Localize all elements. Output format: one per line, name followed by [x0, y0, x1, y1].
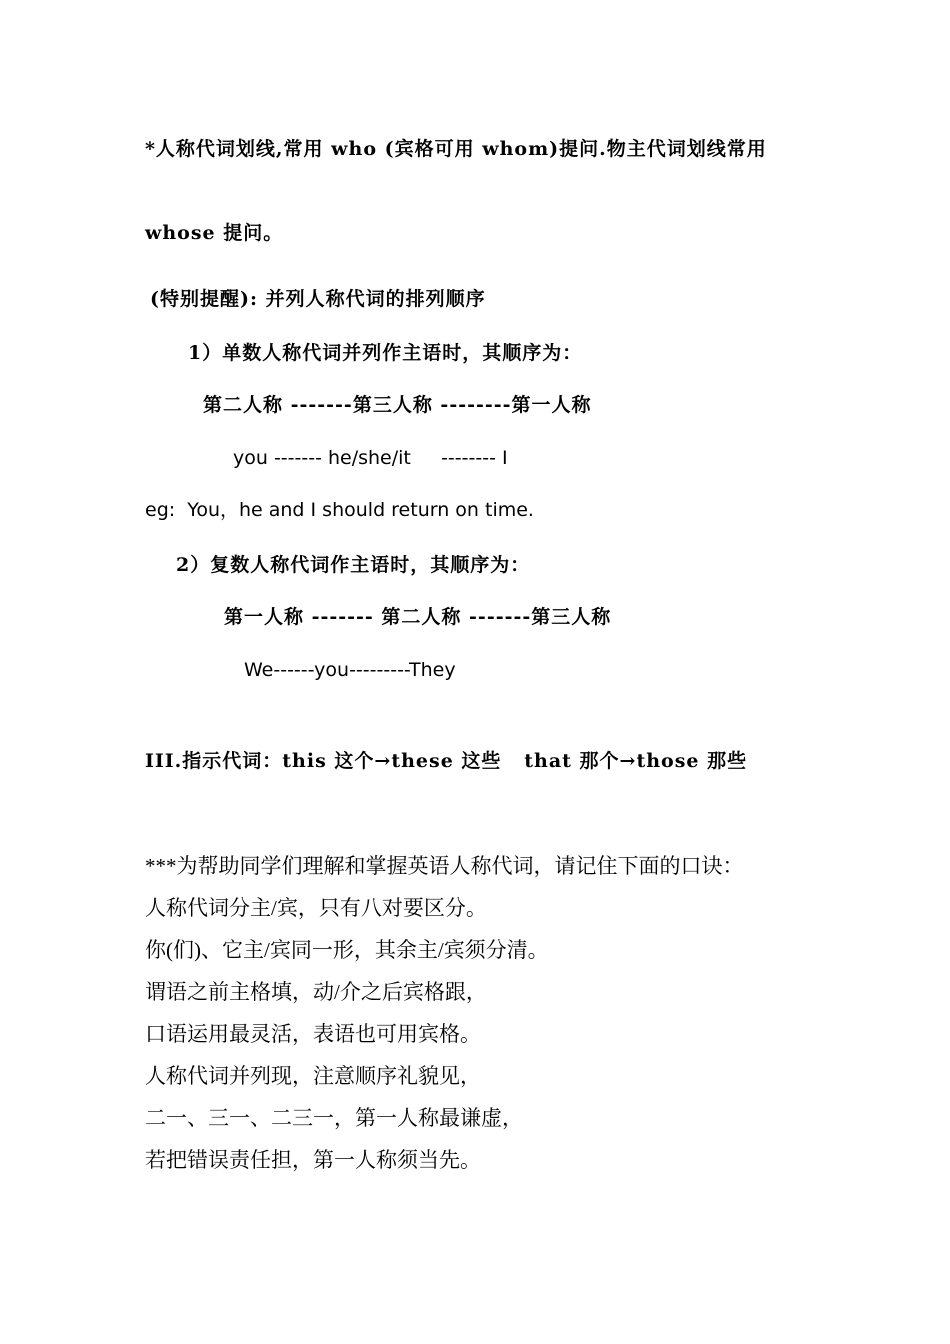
pronoun-question-rule-line-1: *人称代词划线,常用 who (宾格可用 whom)提问.物主代词划线常用 [145, 138, 767, 160]
mnemonic-line: 人称代词并列现，注意顺序礼貌见， [145, 1064, 481, 1088]
mnemonic-line: 若把错误责任担，第一人称须当先。 [145, 1148, 481, 1172]
mnemonic-line: 人称代词分主/宾，只有八对要区分。 [145, 896, 487, 920]
mnemonic-line: 谓语之前主格填，动/介之后宾格跟， [145, 980, 487, 1004]
mnemonic-line: 口语运用最灵活，表语也可用宾格。 [145, 1022, 481, 1046]
singular-person-order: 第二人称 -------第三人称 --------第一人称 [203, 394, 592, 416]
plural-pronoun-order: We------you---------They [244, 659, 456, 681]
mnemonic-intro: ***为帮助同学们理解和掌握英语人称代词，请记住下面的口诀： [145, 854, 744, 878]
mnemonic-line: 你(们)、它主/宾同一形，其余主/宾须分清。 [145, 938, 549, 962]
plural-person-order: 第一人称 ------- 第二人称 -------第三人称 [224, 606, 612, 628]
pronoun-question-rule-line-2: whose 提问。 [145, 222, 284, 244]
demonstrative-pronouns-line: III.指示代词：this 这个→these 这些 that 那个→those 那些 [145, 750, 748, 772]
singular-example-sentence: eg: You，he and I should return on time. [145, 499, 534, 521]
plural-order-rule: 2）复数人称代词作主语时，其顺序为： [176, 554, 531, 576]
singular-pronoun-order: you ------- he/she/it -------- I [233, 447, 508, 469]
singular-order-rule: 1）单数人称代词并列作主语时，其顺序为： [188, 342, 583, 364]
special-reminder-heading: (特别提醒): 并列人称代词的排列顺序 [150, 288, 486, 310]
mnemonic-line: 二一、三一、二三一，第一人称最谦虚， [145, 1106, 523, 1130]
